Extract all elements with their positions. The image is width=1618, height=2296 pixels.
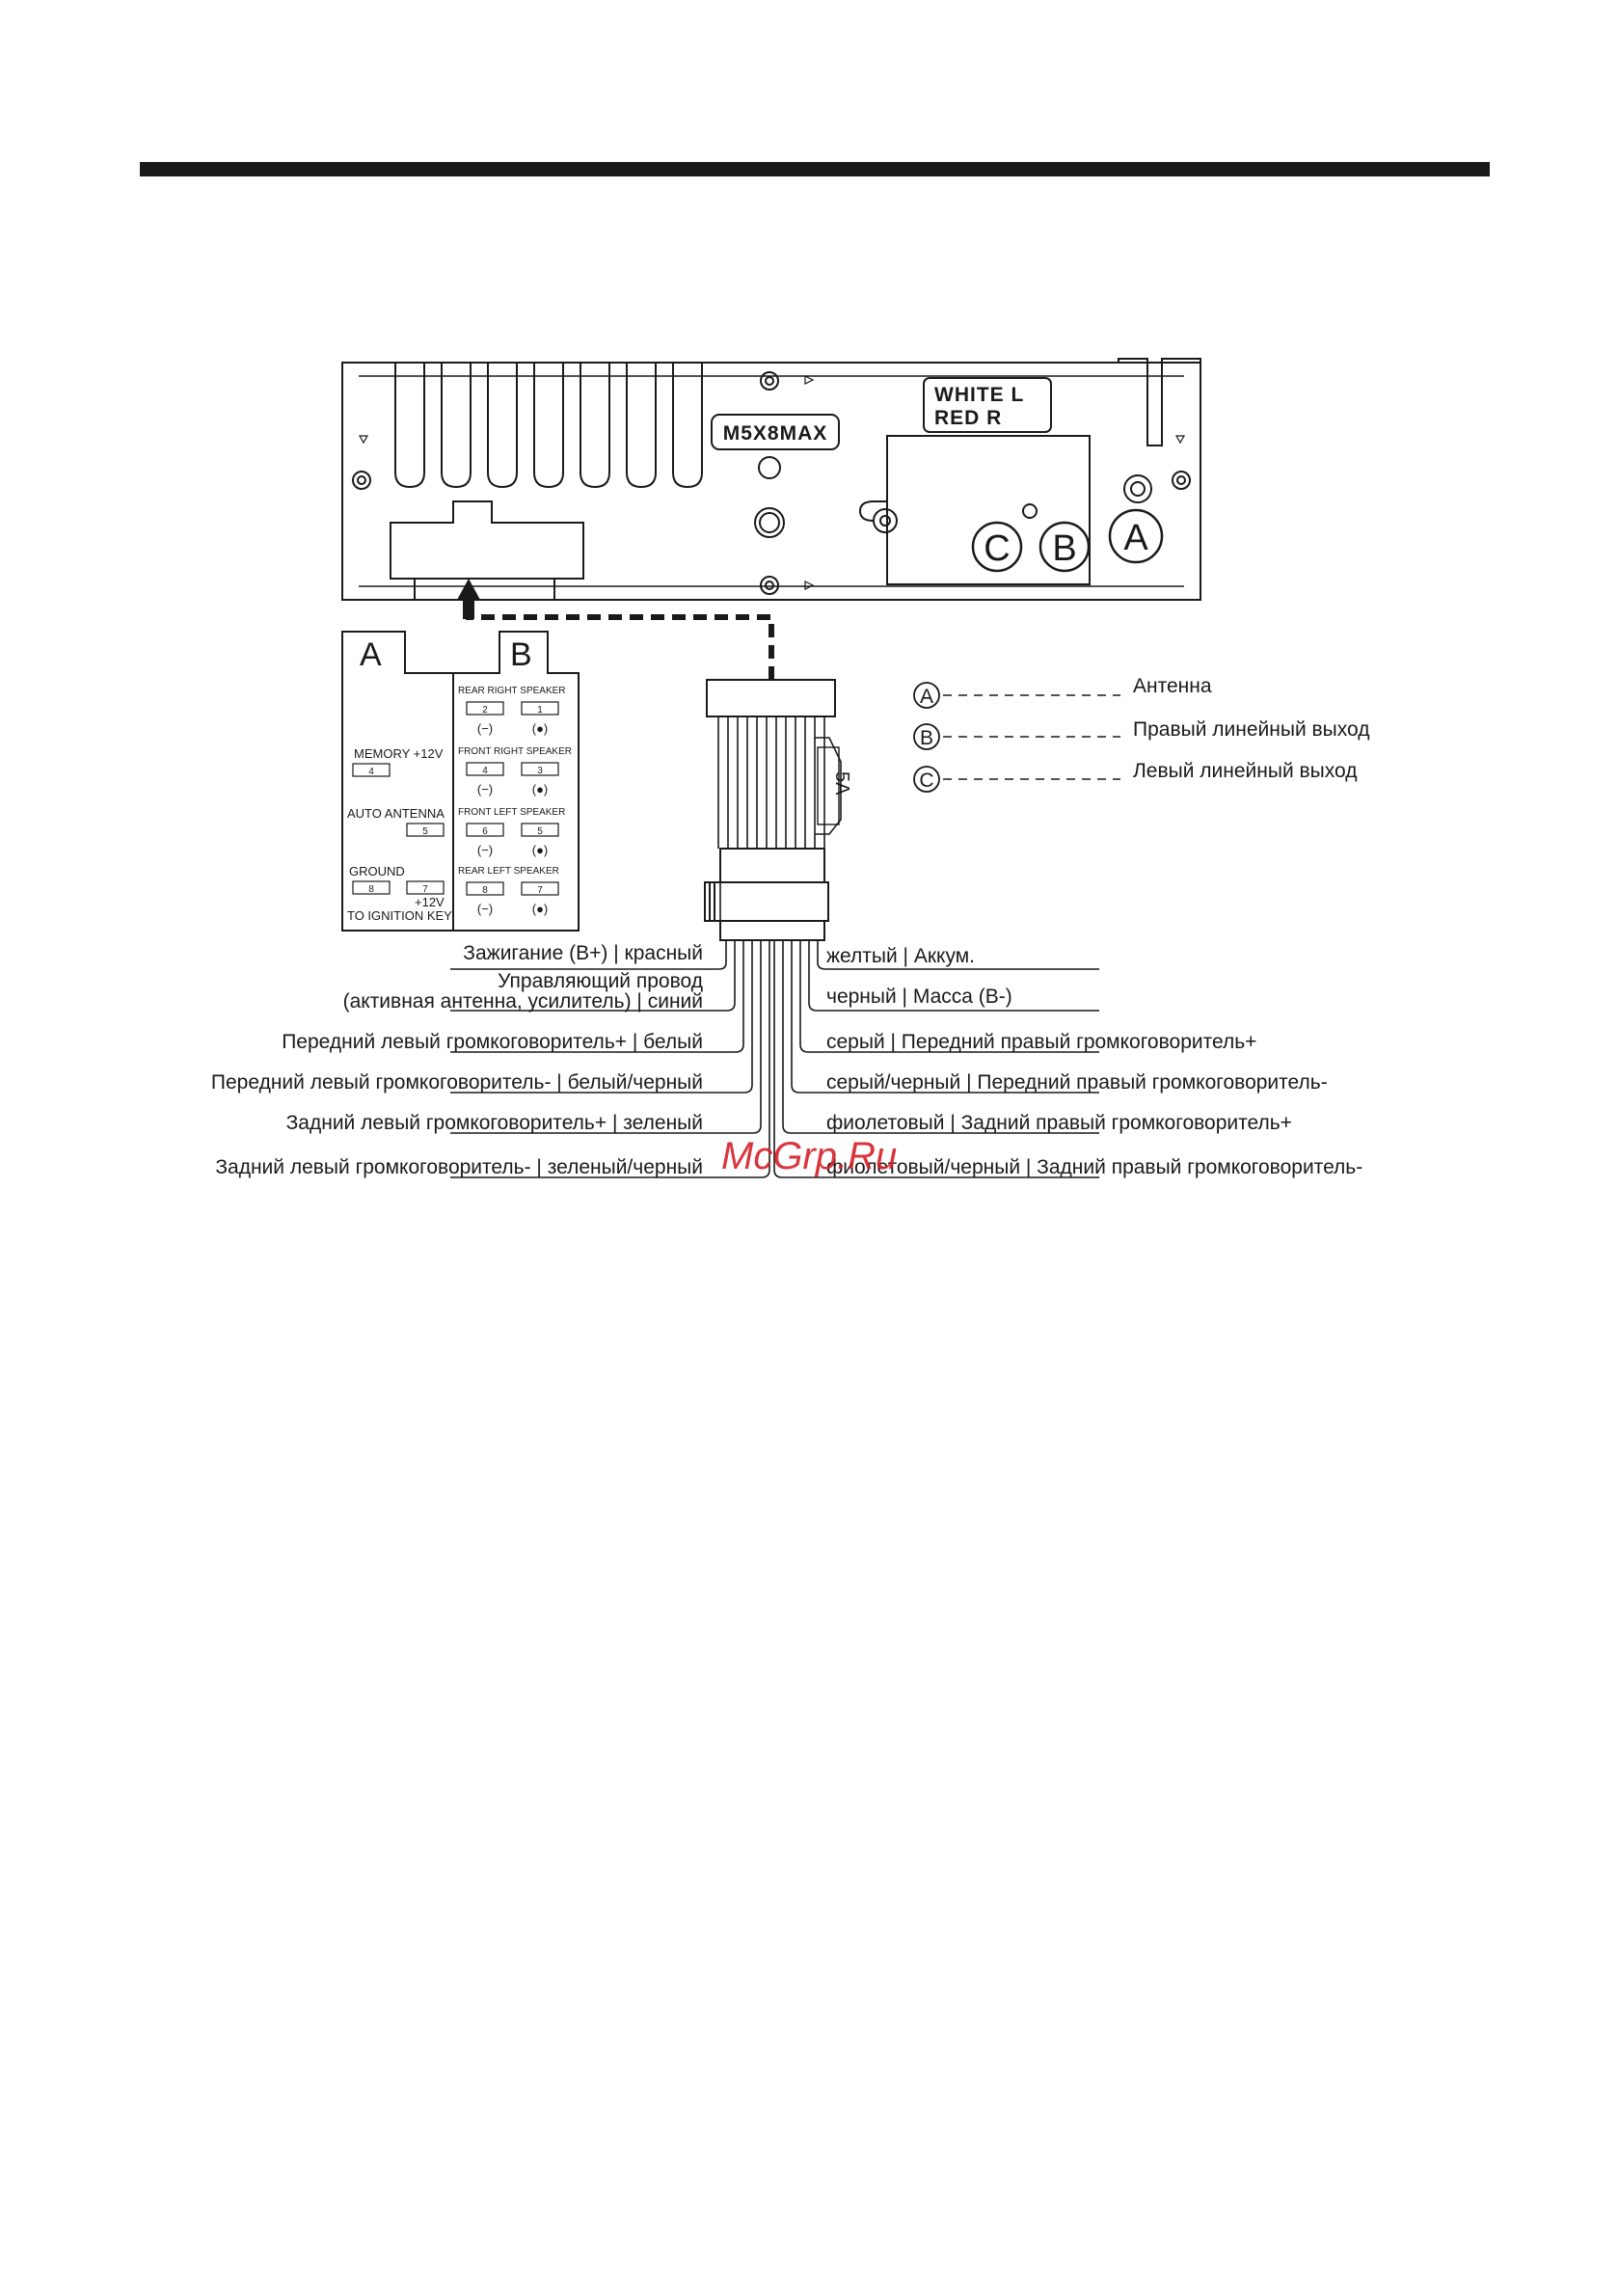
svg-text:(●): (●) bbox=[531, 782, 549, 797]
wire-remote-label-1: Управляющий провод bbox=[498, 970, 703, 992]
svg-text:(●): (●) bbox=[531, 843, 549, 857]
legend-item-b bbox=[914, 718, 1370, 749]
b-group-front-right bbox=[458, 746, 572, 797]
wire-rr-minus-label: фиолетовый/черный | Задний правый громкоговоритель- bbox=[826, 1156, 1363, 1178]
svg-text:8: 8 bbox=[482, 885, 488, 896]
svg-text:A: A bbox=[919, 686, 934, 708]
svg-text:FRONT RIGHT SPEAKER: FRONT RIGHT SPEAKER bbox=[458, 746, 572, 757]
svg-text:5: 5 bbox=[537, 826, 543, 837]
wire-ignition-label: Зажигание (B+) | красный bbox=[463, 942, 703, 964]
wire-battery-label: желтый | Аккум. bbox=[826, 945, 976, 967]
wire-rr-plus-label: фиолетовый | Задний правый громкоговоритель+ bbox=[826, 1112, 1292, 1134]
jack-label-white: WHITE L bbox=[934, 384, 1025, 406]
socket-a-label: A bbox=[1123, 518, 1148, 558]
legend-item-c bbox=[914, 760, 1358, 792]
svg-text:(−): (−) bbox=[476, 902, 494, 916]
wire-fl-plus-label: Передний левый громкоговоритель+ | белый bbox=[282, 1031, 703, 1053]
a-pin-antenna-num: 5 bbox=[422, 826, 428, 837]
wire-ground-label: черный | Масса (B-) bbox=[826, 986, 1012, 1008]
svg-text:(−): (−) bbox=[476, 843, 494, 857]
b-group-front-left bbox=[458, 807, 565, 857]
wire-rl-plus-label: Задний левый громкоговоритель+ | зеленый bbox=[285, 1112, 703, 1134]
svg-text:C: C bbox=[919, 770, 934, 792]
socket-b-label: B bbox=[1052, 528, 1077, 569]
a-pin-ign-label: +12V bbox=[415, 895, 445, 909]
watermark: McGrp.Ru bbox=[721, 1135, 898, 1177]
b-group-rear-right bbox=[458, 686, 566, 736]
a-pin-memory-label: MEMORY +12V bbox=[354, 746, 444, 761]
svg-text:Левый линейный выход: Левый линейный выход bbox=[1133, 760, 1358, 782]
legend bbox=[914, 675, 1370, 792]
top-rule bbox=[140, 162, 1490, 176]
svg-text:(●): (●) bbox=[531, 902, 549, 916]
svg-text:(●): (●) bbox=[531, 721, 549, 736]
connector-pinout bbox=[342, 632, 579, 931]
a-pin-memory-num: 4 bbox=[368, 767, 374, 777]
svg-text:B: B bbox=[919, 727, 934, 749]
svg-text:REAR LEFT SPEAKER: REAR LEFT SPEAKER bbox=[458, 866, 559, 877]
a-pin-ign-num: 7 bbox=[422, 884, 428, 895]
block-a-label: A bbox=[360, 636, 382, 673]
legend-item-a bbox=[914, 675, 1212, 708]
wire-rl-minus-label: Задний левый громкоговоритель- | зеленый/черный bbox=[215, 1156, 703, 1178]
b-group-rear-left bbox=[458, 866, 559, 916]
jack-label-red: RED R bbox=[934, 407, 1003, 429]
svg-text:2: 2 bbox=[482, 705, 488, 716]
svg-text:(−): (−) bbox=[476, 782, 494, 797]
a-pin-ign-key-label: TO IGNITION KEY bbox=[347, 908, 452, 923]
svg-text:FRONT LEFT SPEAKER: FRONT LEFT SPEAKER bbox=[458, 807, 566, 818]
model-label: M5X8MAX bbox=[722, 422, 828, 445]
a-pin-antenna-label: AUTO ANTENNA bbox=[347, 806, 445, 821]
svg-text:7: 7 bbox=[537, 885, 543, 896]
block-b-label: B bbox=[510, 636, 532, 673]
wire-fr-minus-label: серый/черный | Передний правый громкоговоритель- bbox=[826, 1071, 1328, 1094]
svg-text:REAR RIGHT SPEAKER: REAR RIGHT SPEAKER bbox=[458, 686, 566, 696]
connection-link bbox=[457, 579, 771, 680]
a-pin-ground-num: 8 bbox=[368, 884, 374, 895]
a-pin-ground-label: GROUND bbox=[349, 864, 405, 878]
svg-text:Правый линейный выход: Правый линейный выход bbox=[1133, 718, 1370, 741]
fuse-label: 5A bbox=[831, 771, 852, 796]
svg-text:4: 4 bbox=[482, 766, 488, 776]
wire-harness bbox=[705, 680, 841, 940]
socket-c-label: C bbox=[984, 528, 1011, 569]
svg-text:Антенна: Антенна bbox=[1133, 675, 1212, 697]
svg-text:3: 3 bbox=[537, 766, 543, 776]
wire-fr-plus-label: серый | Передний правый громкоговоритель+ bbox=[826, 1031, 1257, 1053]
wire-remote-label-2: (активная антенна, усилитель) | синий bbox=[342, 990, 703, 1013]
heat-sink-fins bbox=[395, 363, 702, 487]
wire-fl-minus-label: Передний левый громкоговоритель- | белый/черный bbox=[210, 1071, 703, 1094]
svg-text:6: 6 bbox=[482, 826, 488, 837]
svg-text:1: 1 bbox=[537, 705, 543, 716]
svg-text:(−): (−) bbox=[476, 721, 494, 736]
